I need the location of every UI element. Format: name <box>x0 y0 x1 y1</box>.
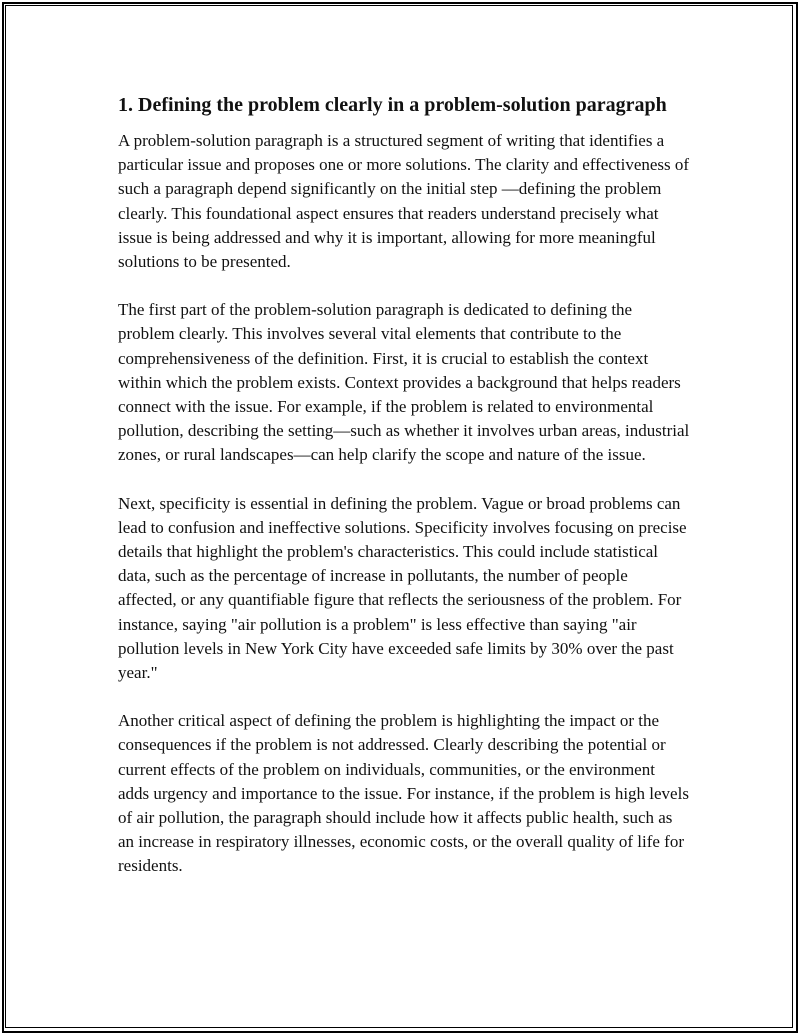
paragraph-intro: A problem-solution paragraph is a structured segment of writing that identifies a particular issue and proposes one or more solutions. The clarity and effectiveness of such a paragraph depend significantly on the initial step —defining the problem clearly. This foundational aspect ensures that readers understand precisely what issue is being addressed and why it is important, allowing for more meaningful solutions to be presented. <box>118 131 690 272</box>
section-heading: 1. Defining the problem clearly in a problem-solution paragraph <box>118 94 667 116</box>
paragraph-specificity: Next, specificity is essential in defining the problem. Vague or broad problems can lead to confusion and ineffective solutions. Specificity involves focusing on precise details that highlight the problem's characteristics. This could include statistical data, such as the percentage of increase in pollutants, the number of people affected, or any quantifiable figure that reflects the seriousness of the problem. For instance, saying "air pollution is a problem" is less effective than saying "air pollution levels in New York City have exceeded safe limits by 30% over the past year." <box>118 493 687 683</box>
paragraph-impact: Another critical aspect of defining the problem is highlighting the impact or the consequences if the problem is not addressed. Clearly describing the potential or current effects of the problem on individuals, communities, or the environment adds urgency and importance to the issue. For instance, if the problem is high levels of air pollution, the paragraph should include how it affects public health, such as an increase in respiratory illnesses, economic costs, or the overall quality of life for residents. <box>118 711 689 876</box>
paragraph-context: The first part of the problem-solution paragraph is dedicated to defining the problem clearly. This involves several vital elements that contribute to the comprehensiveness of the definition. First, it is crucial to establish the context within which the problem exists. Context provides a background that helps readers connect with the issue. For example, if the problem is related to environmental pollution, describing the setting—such as whether it involves urban areas, industrial zones, or rural landscapes—can help clarify the scope and nature of the issue. <box>118 300 690 465</box>
document-body <box>118 91 690 903</box>
